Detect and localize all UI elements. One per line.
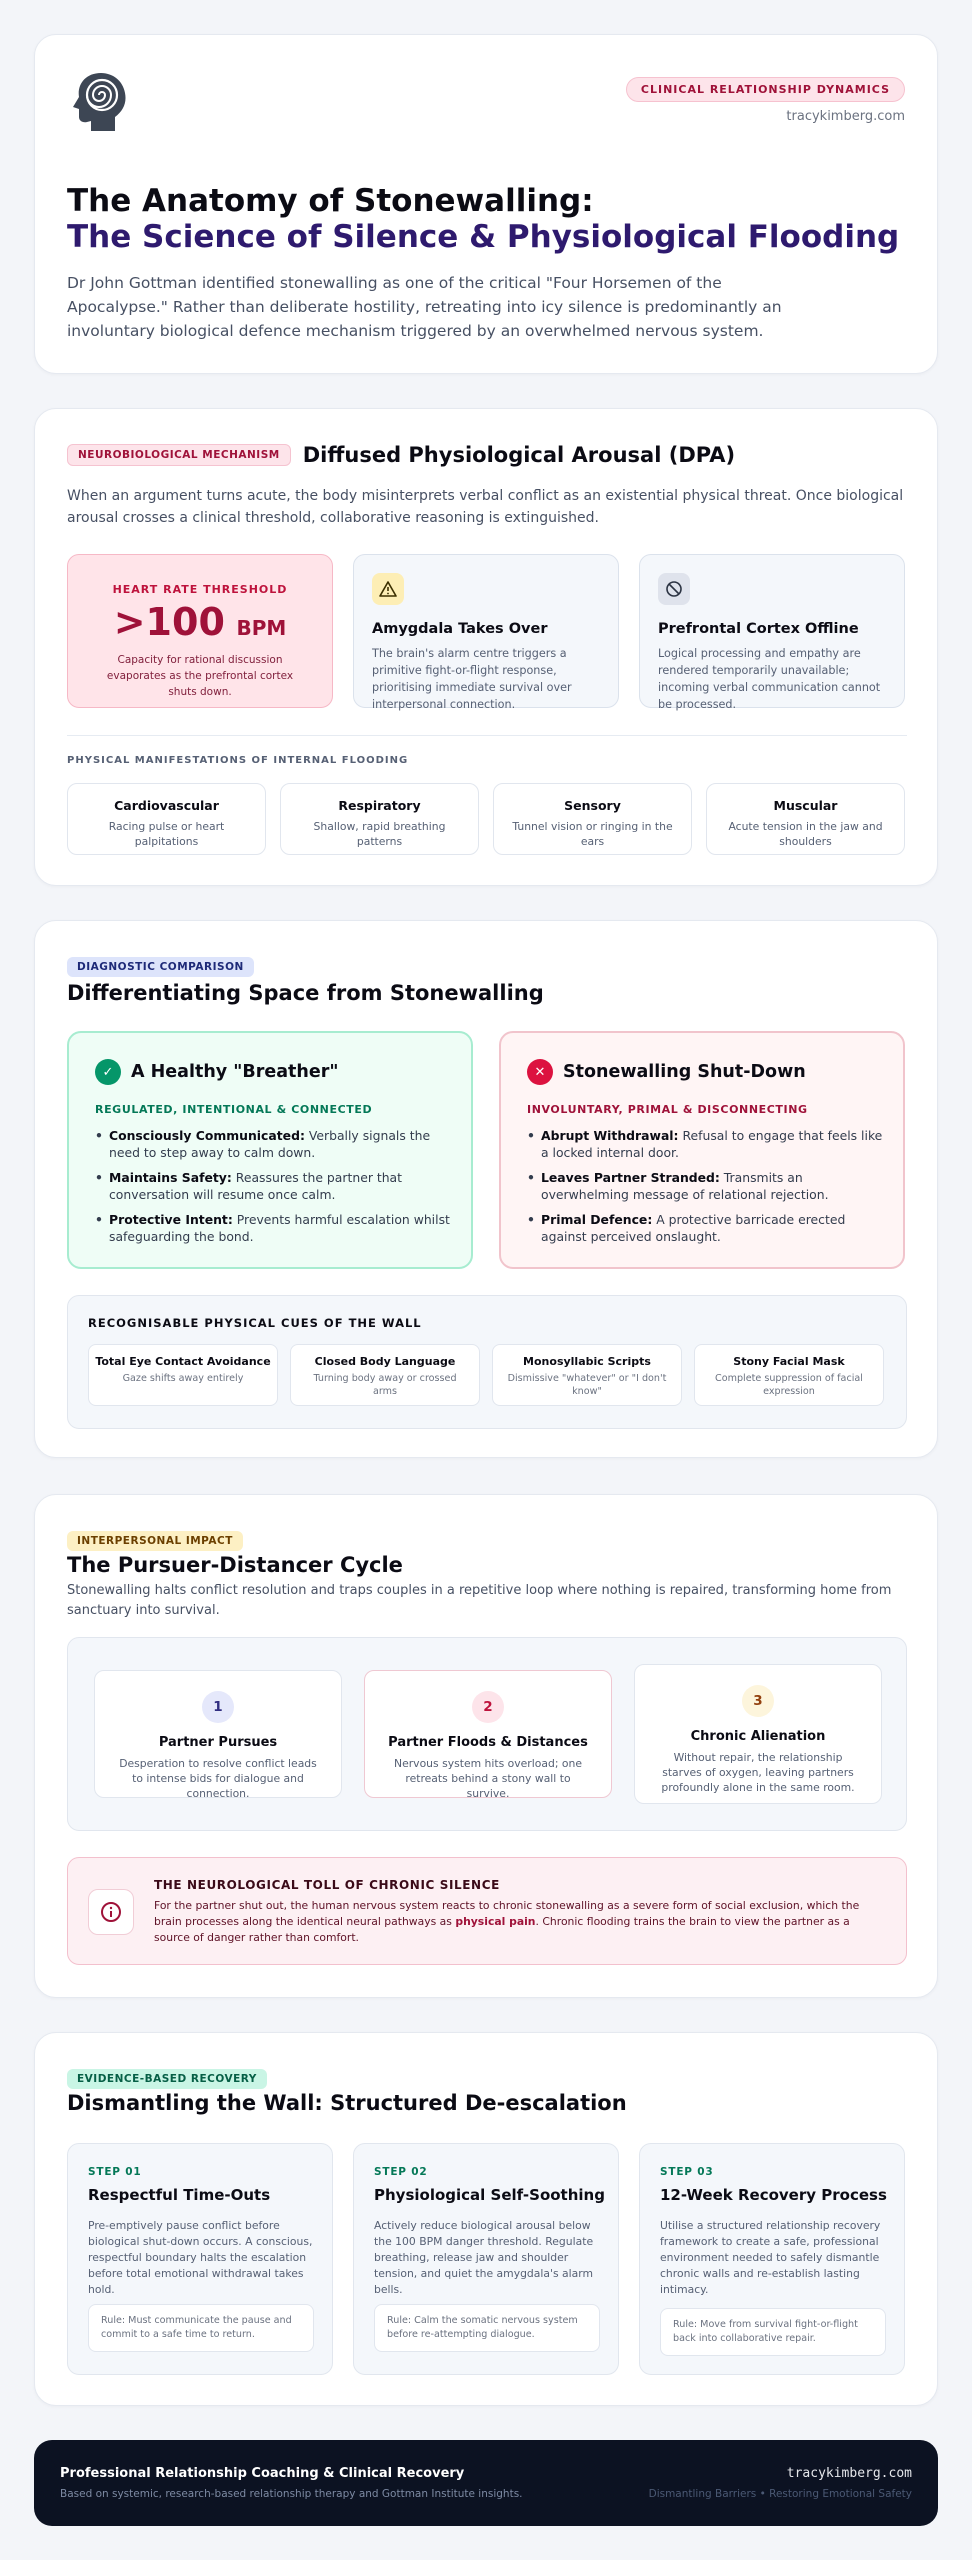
warning-icon — [372, 573, 404, 605]
step-text: Without repair, the relationship starves of oxygen, leaving partners profoundly alone in the same room. — [661, 1751, 855, 1794]
site-domain[interactable]: tracykimberg.com — [786, 109, 905, 124]
manifestation-card — [67, 783, 266, 855]
cue-text: Turning body away or crossed arms — [313, 1373, 457, 1397]
shutdown-title: Stonewalling Shut-Down — [563, 1062, 806, 1082]
step-title: 12-Week Recovery Process — [660, 2186, 887, 2204]
step-number: 2 — [472, 1691, 504, 1723]
cortex-card — [639, 554, 905, 711]
shutdown-header — [527, 1059, 806, 1085]
breather-list — [95, 1127, 451, 1253]
step-title: Chronic Alienation — [690, 1729, 826, 1744]
manifestation-title: Cardiovascular — [114, 798, 219, 813]
cue-card — [290, 1344, 480, 1406]
step-text: Nervous system hits overload; one retreats behind a stony wall to survive. — [394, 1757, 582, 1800]
diagnostic-section — [34, 920, 938, 1458]
step-text: Desperation to resolve conflict leads to intense bids for dialogue and connection. — [119, 1757, 317, 1800]
step-label: STEP 02 — [374, 2166, 428, 2178]
heart-rate-label: HEART RATE THRESHOLD — [112, 583, 288, 596]
heart-rate-note: Capacity for rational discussion evaporates as the prefrontal cortex shuts down. — [106, 654, 294, 698]
recovery-step-card — [639, 2143, 905, 2375]
manifestation-card — [706, 783, 905, 855]
recovery-step-card — [353, 2143, 619, 2375]
section-tag: EVIDENCE-BASED RECOVERY — [67, 2069, 267, 2089]
footer-domain-link[interactable]: tracykimberg.com — [786, 2466, 912, 2481]
list-item: • Maintains Safety: Reassures the partner that conversation will resume once calm. — [95, 1169, 451, 1203]
manifestation-card — [493, 783, 692, 855]
heart-rate-value-row — [68, 600, 332, 644]
list-item: • Primal Defence: A protective barricade erected against perceived onslaught. — [527, 1211, 883, 1245]
cross-icon: ✕ — [527, 1059, 553, 1085]
neurological-toll-callout — [67, 1857, 907, 1965]
footer-subtitle: Based on systemic, research-based relationship therapy and Gottman Institute insights. — [60, 2488, 523, 2500]
step-text: Utilise a structured relationship recovery framework to create a safe, professional environment needed to safely dismantle chronic walls and re-establish lasting intimacy. — [660, 2219, 881, 2296]
step-title: Partner Floods & Distances — [388, 1735, 588, 1750]
cue-card — [694, 1344, 884, 1406]
cycle-section — [34, 1494, 938, 1998]
step-title: Respectful Time-Outs — [88, 2186, 271, 2204]
section-tag: INTERPERSONAL IMPACT — [67, 1531, 243, 1551]
section-intro: Stonewalling halts conflict resolution and traps couples in a repetitive loop where nothing is repaired, transforming home from sanctuary into survival. — [67, 1583, 892, 1618]
page-title-line1: The Anatomy of Stonewalling: — [67, 183, 594, 219]
amygdala-card — [353, 554, 619, 711]
recovery-step-card — [67, 2143, 333, 2375]
footer-title: Professional Relationship Coaching & Clinical Recovery — [60, 2466, 465, 2481]
cycle-step — [364, 1670, 612, 1798]
cue-text: Gaze shifts away entirely — [122, 1373, 244, 1384]
shutdown-subtitle: INVOLUNTARY, PRIMAL & DISCONNECTING — [527, 1103, 808, 1116]
cycle-step — [94, 1670, 342, 1798]
step-rule: Rule: Must communicate the pause and commit to a safe time to return. — [88, 2304, 314, 2352]
heart-rate-value: >100 — [113, 600, 225, 644]
list-item: • Leaves Partner Stranded: Transmits an overwhelming message of relational rejection. — [527, 1169, 883, 1203]
step-number: 3 — [742, 1685, 774, 1717]
section-title: Diffused Physiological Arousal (DPA) — [302, 443, 736, 467]
section-title: Differentiating Space from Stonewalling — [67, 981, 544, 1005]
cortex-title: Prefrontal Cortex Offline — [658, 621, 859, 637]
manifestation-card — [280, 783, 479, 855]
section-title: The Pursuer-Distancer Cycle — [67, 1553, 403, 1577]
shutdown-list — [527, 1127, 883, 1253]
heart-rate-unit: BPM — [236, 616, 287, 640]
cycle-step — [634, 1664, 882, 1804]
section-tag: DIAGNOSTIC COMPARISON — [67, 957, 254, 977]
shutdown-card — [499, 1031, 905, 1269]
manifestation-title: Respiratory — [338, 798, 421, 813]
manifestation-title: Muscular — [773, 798, 838, 813]
cue-text: Dismissive "whatever" or "I don't know" — [507, 1373, 667, 1397]
step-text: Actively reduce biological arousal below the 100 BPM danger threshold. Regulate breathing, release jaw and shoulder tension, and quiet the amygdala's alarm bells. — [374, 2219, 594, 2296]
breather-subtitle: REGULATED, INTENTIONAL & CONNECTED — [95, 1103, 373, 1116]
manifestations-label: PHYSICAL MANIFESTATIONS OF INTERNAL FLOODING — [67, 755, 409, 766]
cue-card — [492, 1344, 682, 1406]
step-label: STEP 01 — [88, 2166, 142, 2178]
step-number: 1 — [202, 1691, 234, 1723]
list-item: • Abrupt Withdrawal: Refusal to engage that feels like a locked internal door. — [527, 1127, 883, 1161]
cue-title: Closed Body Language — [314, 1355, 456, 1368]
cues-title: RECOGNISABLE PHYSICAL CUES OF THE WALL — [88, 1316, 422, 1330]
cue-title: Stony Facial Mask — [733, 1355, 845, 1368]
cue-card — [88, 1344, 278, 1406]
cue-title: Monosyllabic Scripts — [523, 1355, 651, 1368]
category-badge: CLINICAL RELATIONSHIP DYNAMICS — [626, 77, 905, 102]
toll-title: THE NEUROLOGICAL TOLL OF CHRONIC SILENCE — [154, 1878, 500, 1892]
lead-paragraph: Dr John Gottman identified stonewalling as one of the critical "Four Horsemen of the Apocalypse." Rather than deliberate hostility, retreating into icy silence is predominantly an involuntary biological defence mechanism triggered by an overwhelmed nervous system. — [67, 274, 782, 340]
prohibited-icon — [658, 573, 690, 605]
step-rule: Rule: Move from survival fight-or-flight back into collaborative repair. — [660, 2308, 886, 2356]
cortex-text: Logical processing and empathy are rendered temporarily unavailable; incoming verbal communication cannot be processed. — [658, 647, 881, 711]
heart-rate-card — [67, 554, 333, 708]
cycle-steps-panel — [67, 1637, 907, 1831]
manifestation-text: Tunnel vision or ringing in the ears — [512, 820, 673, 848]
toll-text: For the partner shut out, the human nervous system reacts to chronic stonewalling as a severe form of social exclusion, which the brain processes along the identical neural pathways as physical pain. Chronic flooding trains the brain to view the partner as a source of danger rather than comfort. — [154, 1899, 860, 1944]
cue-text: Complete suppression of facial expression — [715, 1373, 863, 1397]
breather-title: A Healthy "Breather" — [131, 1062, 339, 1082]
section-intro: When an argument turns acute, the body misinterprets verbal conflict as an existential physical threat. Once biological arousal crosses a clinical threshold, collaborative reasoning is extinguished. — [67, 488, 904, 526]
check-icon: ✓ — [95, 1059, 121, 1085]
info-icon — [88, 1889, 134, 1935]
manifestation-text: Racing pulse or heart palpitations — [108, 820, 225, 848]
list-item: • Protective Intent: Prevents harmful escalation whilst safeguarding the bond. — [95, 1211, 451, 1245]
footer — [34, 2440, 938, 2526]
page-title-line2: The Science of Silence & Physiological Flooding — [67, 219, 900, 255]
cue-title: Total Eye Contact Avoidance — [95, 1355, 271, 1368]
recovery-section — [34, 2032, 938, 2406]
breather-card — [67, 1031, 473, 1269]
step-text: Pre-emptively pause conflict before biological shut-down occurs. A conscious, respectful boundary halts the escalation before total emotional withdrawal takes hold. — [88, 2219, 313, 2296]
step-title: Physiological Self-Soothing — [374, 2186, 605, 2204]
header-card — [34, 34, 938, 374]
list-item: • Consciously Communicated: Verbally signals the need to step away to calm down. — [95, 1127, 451, 1161]
dpa-section — [34, 408, 938, 886]
step-label: STEP 03 — [660, 2166, 714, 2178]
head-spiral-icon — [69, 69, 129, 133]
physical-cues-panel — [67, 1295, 907, 1429]
manifestation-text: Acute tension in the jaw and shoulders — [728, 820, 883, 848]
step-rule: Rule: Calm the somatic nervous system before re-attempting dialogue. — [374, 2304, 600, 2352]
breather-header — [95, 1059, 339, 1085]
manifestation-title: Sensory — [564, 798, 621, 813]
step-title: Partner Pursues — [158, 1735, 278, 1750]
section-tag: NEUROBIOLOGICAL MECHANISM — [67, 444, 291, 466]
amygdala-title: Amygdala Takes Over — [372, 621, 548, 637]
divider — [67, 735, 907, 736]
amygdala-text: The brain's alarm centre triggers a primitive fight-or-flight response, prioritising immediate survival over interpersonal connection. — [372, 647, 572, 711]
manifestation-text: Shallow, rapid breathing patterns — [313, 820, 446, 848]
section-title: Dismantling the Wall: Structured De-escalation — [67, 2091, 627, 2115]
footer-tagline: Dismantling Barriers • Restoring Emotional Safety — [648, 2488, 912, 2500]
